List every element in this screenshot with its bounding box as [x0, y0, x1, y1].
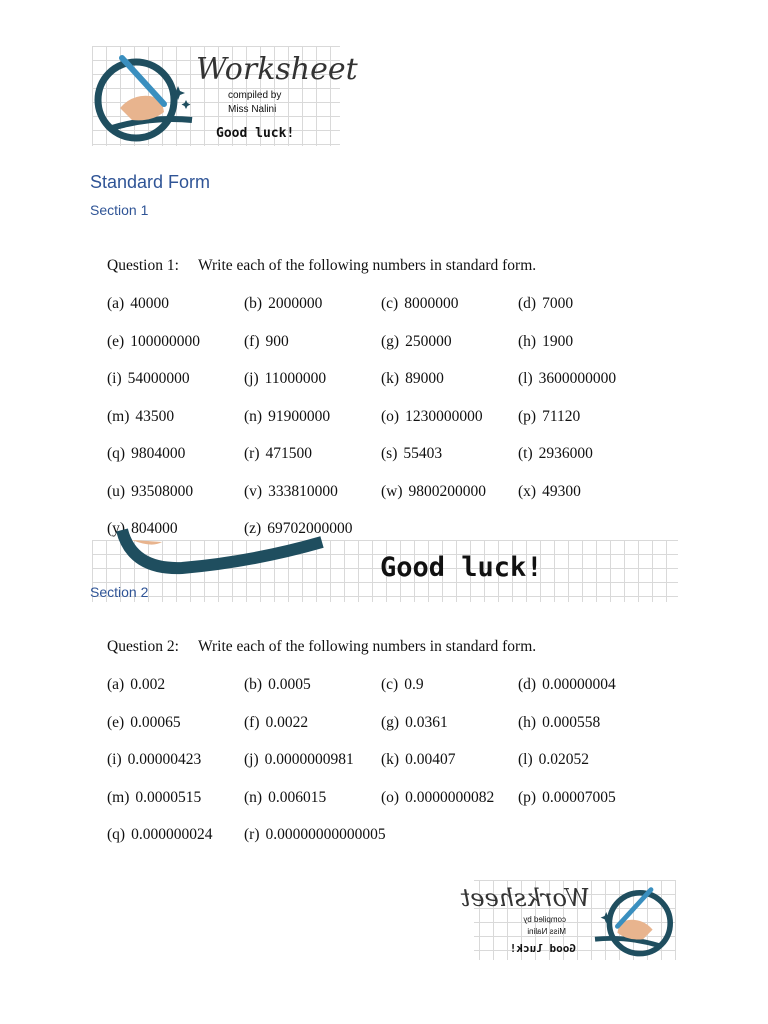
item-value: 55403 [403, 445, 443, 462]
question-item [244, 444, 381, 482]
question-item [107, 407, 244, 445]
item-letter: (j) [244, 751, 259, 768]
worksheet-logo-mirrored [460, 880, 676, 960]
logo-author-mirrored: Miss Nalini [527, 927, 566, 936]
item-value: 250000 [405, 332, 452, 350]
banner-tagline: Good luck! [380, 552, 543, 583]
item-value: 0.000558 [542, 713, 601, 731]
item-value: 40000 [130, 295, 169, 312]
question-item [107, 482, 244, 520]
question-item [518, 675, 655, 713]
item-letter: (g) [381, 332, 400, 350]
item-value: 0.0000000082 [405, 788, 495, 806]
item-value: 49300 [542, 482, 581, 500]
question-item [244, 482, 381, 520]
item-letter: (a) [107, 295, 125, 312]
question-item [107, 675, 244, 713]
item-value: 0.00000004 [542, 676, 616, 693]
question-1-heading [107, 257, 536, 275]
item-letter: (y) [107, 520, 126, 537]
item-letter: (l) [518, 751, 533, 768]
logo-author: Miss Nalini [228, 104, 277, 115]
item-letter: (v) [244, 482, 263, 500]
question-item [381, 407, 518, 445]
item-value: 0.9 [404, 676, 424, 693]
question-item [244, 825, 386, 863]
item-value: 0.02052 [538, 751, 590, 768]
item-value: 0.00000000000005 [265, 826, 386, 843]
question-item [381, 369, 518, 407]
question-item [518, 750, 655, 788]
item-letter: (e) [107, 332, 125, 350]
question-item [518, 407, 655, 445]
question-item [381, 482, 518, 520]
item-letter: (q) [107, 826, 126, 843]
item-value: 89000 [405, 370, 444, 387]
item-letter: (m) [107, 788, 130, 806]
question-item [381, 713, 518, 751]
question-item [107, 332, 244, 370]
item-value: 333810000 [268, 482, 338, 500]
item-letter: (f) [244, 332, 260, 350]
item-letter: (l) [518, 370, 533, 387]
item-value: 804000 [131, 520, 178, 537]
question-item [381, 788, 518, 826]
item-value: 1230000000 [405, 407, 483, 425]
item-letter: (p) [518, 788, 537, 806]
item-value: 3600000000 [538, 370, 617, 387]
question-item [107, 294, 244, 332]
question-item [381, 750, 518, 788]
item-letter: (k) [381, 751, 400, 768]
question-item [518, 294, 655, 332]
question-item [518, 713, 655, 751]
item-letter: (s) [381, 445, 398, 462]
item-letter: (n) [244, 407, 263, 425]
hand-writing-icon-mirrored [586, 880, 676, 960]
item-value: 0.000000024 [131, 826, 213, 843]
item-letter: (d) [518, 676, 537, 693]
item-letter: (d) [518, 295, 537, 312]
item-value: 54000000 [127, 370, 190, 387]
item-letter: (o) [381, 407, 400, 425]
worksheet-logo [92, 46, 358, 146]
item-letter: (g) [381, 713, 400, 731]
item-value: 91900000 [268, 407, 331, 425]
item-value: 900 [265, 332, 289, 350]
hand-writing-icon [92, 46, 202, 146]
item-value: 71120 [542, 407, 581, 425]
item-letter: (n) [244, 788, 263, 806]
item-value: 0.00407 [405, 751, 456, 768]
item-letter: (t) [518, 445, 533, 462]
section-2-label: Section 2 [90, 584, 149, 600]
item-letter: (z) [244, 520, 262, 537]
logo-tagline: Good luck! [216, 126, 295, 141]
item-letter: (f) [244, 713, 260, 731]
question-2-items [107, 675, 655, 863]
item-letter: (i) [107, 370, 122, 387]
item-value: 93508000 [131, 482, 194, 500]
item-letter: (r) [244, 445, 260, 462]
question-1-items [107, 294, 655, 557]
question-item [518, 332, 655, 370]
item-value: 0.00000423 [127, 751, 202, 768]
item-value: 9800200000 [408, 482, 487, 500]
item-letter: (h) [518, 332, 537, 350]
item-value: 0.006015 [268, 788, 327, 806]
logo-title-mirrored: Worksheet [460, 884, 590, 912]
question-item [244, 332, 381, 370]
item-letter: (c) [381, 295, 399, 312]
question-item [381, 332, 518, 370]
item-letter: (k) [381, 370, 400, 387]
item-value: 0.0000515 [135, 788, 202, 806]
item-letter: (w) [381, 482, 403, 500]
question-1-label: Question 1: [107, 257, 179, 274]
item-letter: (u) [107, 482, 126, 500]
worksheet-banner [92, 540, 678, 602]
item-letter: (i) [107, 751, 122, 768]
question-item [518, 369, 655, 407]
item-letter: (b) [244, 676, 263, 693]
item-value: 8000000 [404, 295, 459, 312]
question-item [244, 407, 381, 445]
question-item [518, 482, 655, 520]
question-2-text: Write each of the following numbers in standard form. [198, 638, 537, 655]
logo-compiled-by-mirrored: compiled by [523, 915, 566, 924]
question-item [244, 369, 381, 407]
item-letter: (c) [381, 676, 399, 693]
question-item [107, 825, 244, 863]
item-value: 69702000000 [267, 520, 353, 537]
item-value: 2000000 [268, 295, 323, 312]
item-value: 11000000 [264, 370, 327, 387]
item-value: 0.0005 [268, 676, 311, 693]
question-item [244, 294, 381, 332]
logo-tagline-mirrored: Good luck! [509, 942, 576, 955]
item-value: 100000000 [130, 332, 200, 350]
item-value: 9804000 [131, 445, 186, 462]
question-1-text: Write each of the following numbers in standard form. [198, 257, 537, 274]
item-letter: (r) [244, 826, 260, 843]
item-value: 0.0361 [405, 713, 448, 731]
item-value: 1900 [542, 332, 574, 350]
question-item [107, 713, 244, 751]
question-item [244, 788, 381, 826]
question-item [244, 713, 381, 751]
item-letter: (q) [107, 445, 126, 462]
item-letter: (p) [518, 407, 537, 425]
logo-compiled-by: compiled by [228, 90, 282, 101]
item-value: 0.0000000981 [264, 751, 354, 768]
question-item [107, 444, 244, 482]
item-letter: (j) [244, 370, 259, 387]
item-value: 0.00007005 [542, 788, 616, 806]
item-letter: (a) [107, 676, 125, 693]
page-title: Standard Form [90, 172, 211, 192]
question-2-label: Question 2: [107, 638, 179, 655]
item-value: 7000 [542, 295, 574, 312]
item-letter: (x) [518, 482, 537, 500]
question-item [381, 444, 518, 482]
question-2-heading [107, 638, 536, 656]
logo-title: Worksheet [196, 52, 358, 87]
item-letter: (o) [381, 788, 400, 806]
item-value: 471500 [265, 445, 312, 462]
question-item [518, 444, 655, 482]
question-item [381, 294, 518, 332]
item-value: 0.002 [130, 676, 166, 693]
question-item [244, 675, 381, 713]
question-item [107, 369, 244, 407]
question-item [244, 750, 381, 788]
item-value: 0.0022 [265, 713, 309, 731]
item-letter: (m) [107, 407, 130, 425]
question-item [107, 788, 244, 826]
question-item [381, 675, 518, 713]
section-1-label: Section 1 [90, 202, 149, 218]
item-value: 2936000 [538, 445, 593, 462]
item-value: 0.00065 [130, 713, 181, 731]
item-letter: (e) [107, 713, 125, 731]
item-value: 43500 [135, 407, 175, 425]
question-item [107, 750, 244, 788]
item-letter: (b) [244, 295, 263, 312]
item-letter: (h) [518, 713, 537, 731]
question-item [518, 788, 655, 826]
